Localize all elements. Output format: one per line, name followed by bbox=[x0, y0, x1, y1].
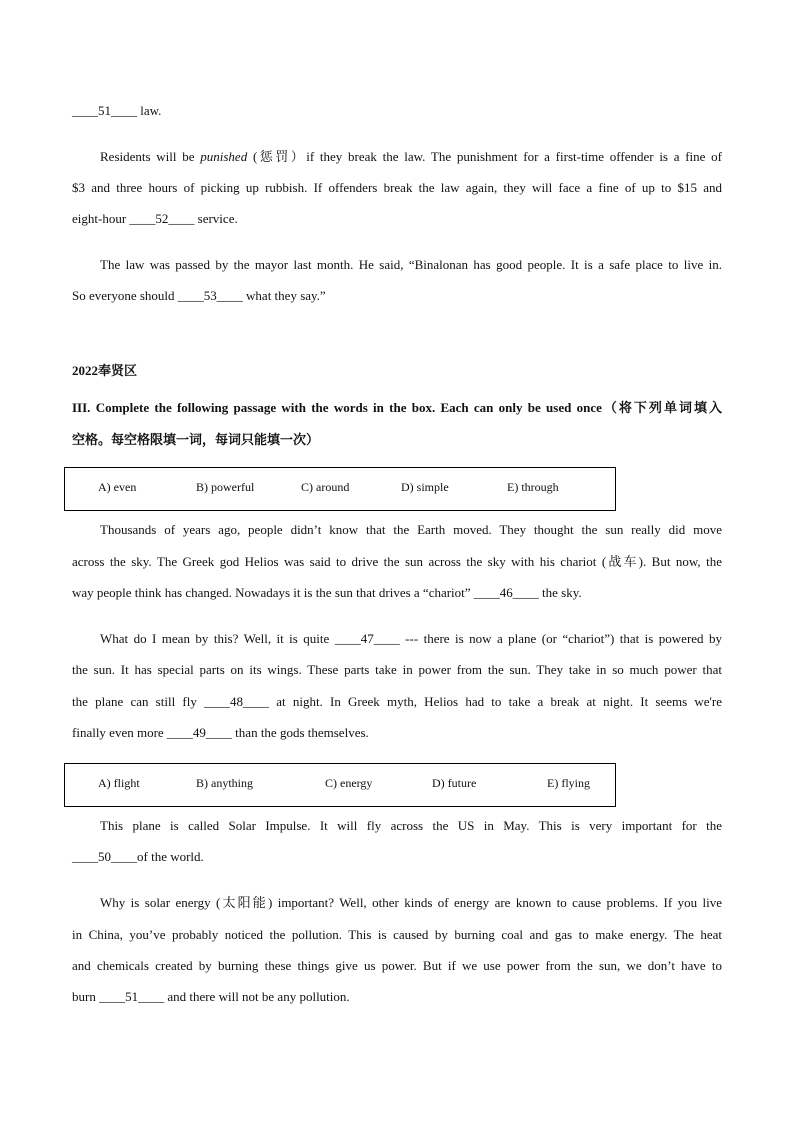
word-option: C) energy bbox=[325, 776, 373, 790]
passage1-para2-line3: eight-hour ____52____ service. bbox=[72, 211, 238, 226]
section-instruction-line2: 空格。每空格限填一词，每词只能填一次） bbox=[72, 432, 320, 447]
passage1-para3-line1: The law was passed by the mayor last month. He said, “Binalonan has good people. It is a safe place to live in. bbox=[100, 257, 722, 272]
passage3-para2-line4: burn ____51____ and there will not be any pollution. bbox=[72, 989, 350, 1004]
passage3-para2-line1: Why is solar energy (太阳能) important? Well, other kinds of energy are known to cause problems. If you live bbox=[100, 895, 722, 910]
section-instruction-line1: III. Complete the following passage with the words in the box. Each can only be used once（将下列单词填入 bbox=[72, 400, 722, 415]
word-option: B) anything bbox=[196, 776, 253, 790]
passage2-para2-line1: What do I mean by this? Well, it is quite ____47____ --- there is now a plane (or “chariot”) that is powered by bbox=[100, 631, 722, 646]
italic-word: punished bbox=[200, 149, 248, 164]
word-option: A) even bbox=[98, 480, 137, 494]
passage1-para2-line1 bbox=[100, 149, 722, 165]
word-option: E) flying bbox=[547, 776, 590, 790]
passage3-para1-line1: This plane is called Solar Impulse. It will fly across the US in May. This is very important for the bbox=[100, 818, 722, 833]
passage1-para2-line2: $3 and three hours of picking up rubbish. If offenders break the law again, they will face a fine of up to $15 and bbox=[72, 180, 722, 195]
word-option: D) future bbox=[432, 776, 477, 790]
passage2-para1-line2: across the sky. The Greek god Helios was said to drive the sun across the sky with his chariot (战车). But now, the bbox=[72, 554, 722, 569]
passage2-para2-line3: the plane can still fly ____48____ at night. In Greek myth, Helios had to take a break at night. It seems we're bbox=[72, 694, 722, 709]
text-run: Residents will be bbox=[100, 149, 201, 164]
word-option: A) flight bbox=[98, 776, 140, 790]
word-option: C) around bbox=[301, 480, 350, 494]
word-option: B) powerful bbox=[196, 480, 255, 494]
word-option: E) through bbox=[507, 480, 559, 494]
passage2-para2-line4: finally even more ____49____ than the gods themselves. bbox=[72, 725, 369, 740]
passage1-line1: ____51____ law. bbox=[72, 103, 162, 118]
text-run: (惩罚）if they break the law. The punishment for a first-time offender is a fine of bbox=[247, 149, 723, 164]
word-option: D) simple bbox=[401, 480, 449, 494]
passage2-para1-line1: Thousands of years ago, people didn’t know that the Earth moved. They thought the sun really did move bbox=[100, 522, 722, 537]
word-box-1 bbox=[64, 467, 616, 511]
passage2-para2-line2: the sun. It has special parts on its wings. These parts take in power from the sun. They take in so much power that bbox=[72, 662, 722, 677]
passage2-para1-line3: way people think has changed. Nowadays it is the sun that drives a “chariot” ____46____ the sky. bbox=[72, 585, 582, 600]
word-box-2 bbox=[64, 763, 616, 807]
passage3-para2-line3: and chemicals created by burning these things give us power. But if we use power from the sun, we don’t have to bbox=[72, 958, 722, 973]
section-title: 2022奉贤区 bbox=[72, 363, 138, 378]
passage1-para3-line2: So everyone should ____53____ what they say.” bbox=[72, 288, 326, 303]
passage3-para1-line2: ____50____of the world. bbox=[72, 849, 204, 864]
passage3-para2-line2: in China, you’ve probably noticed the pollution. This is caused by burning coal and gas to make energy. The heat bbox=[72, 927, 722, 942]
